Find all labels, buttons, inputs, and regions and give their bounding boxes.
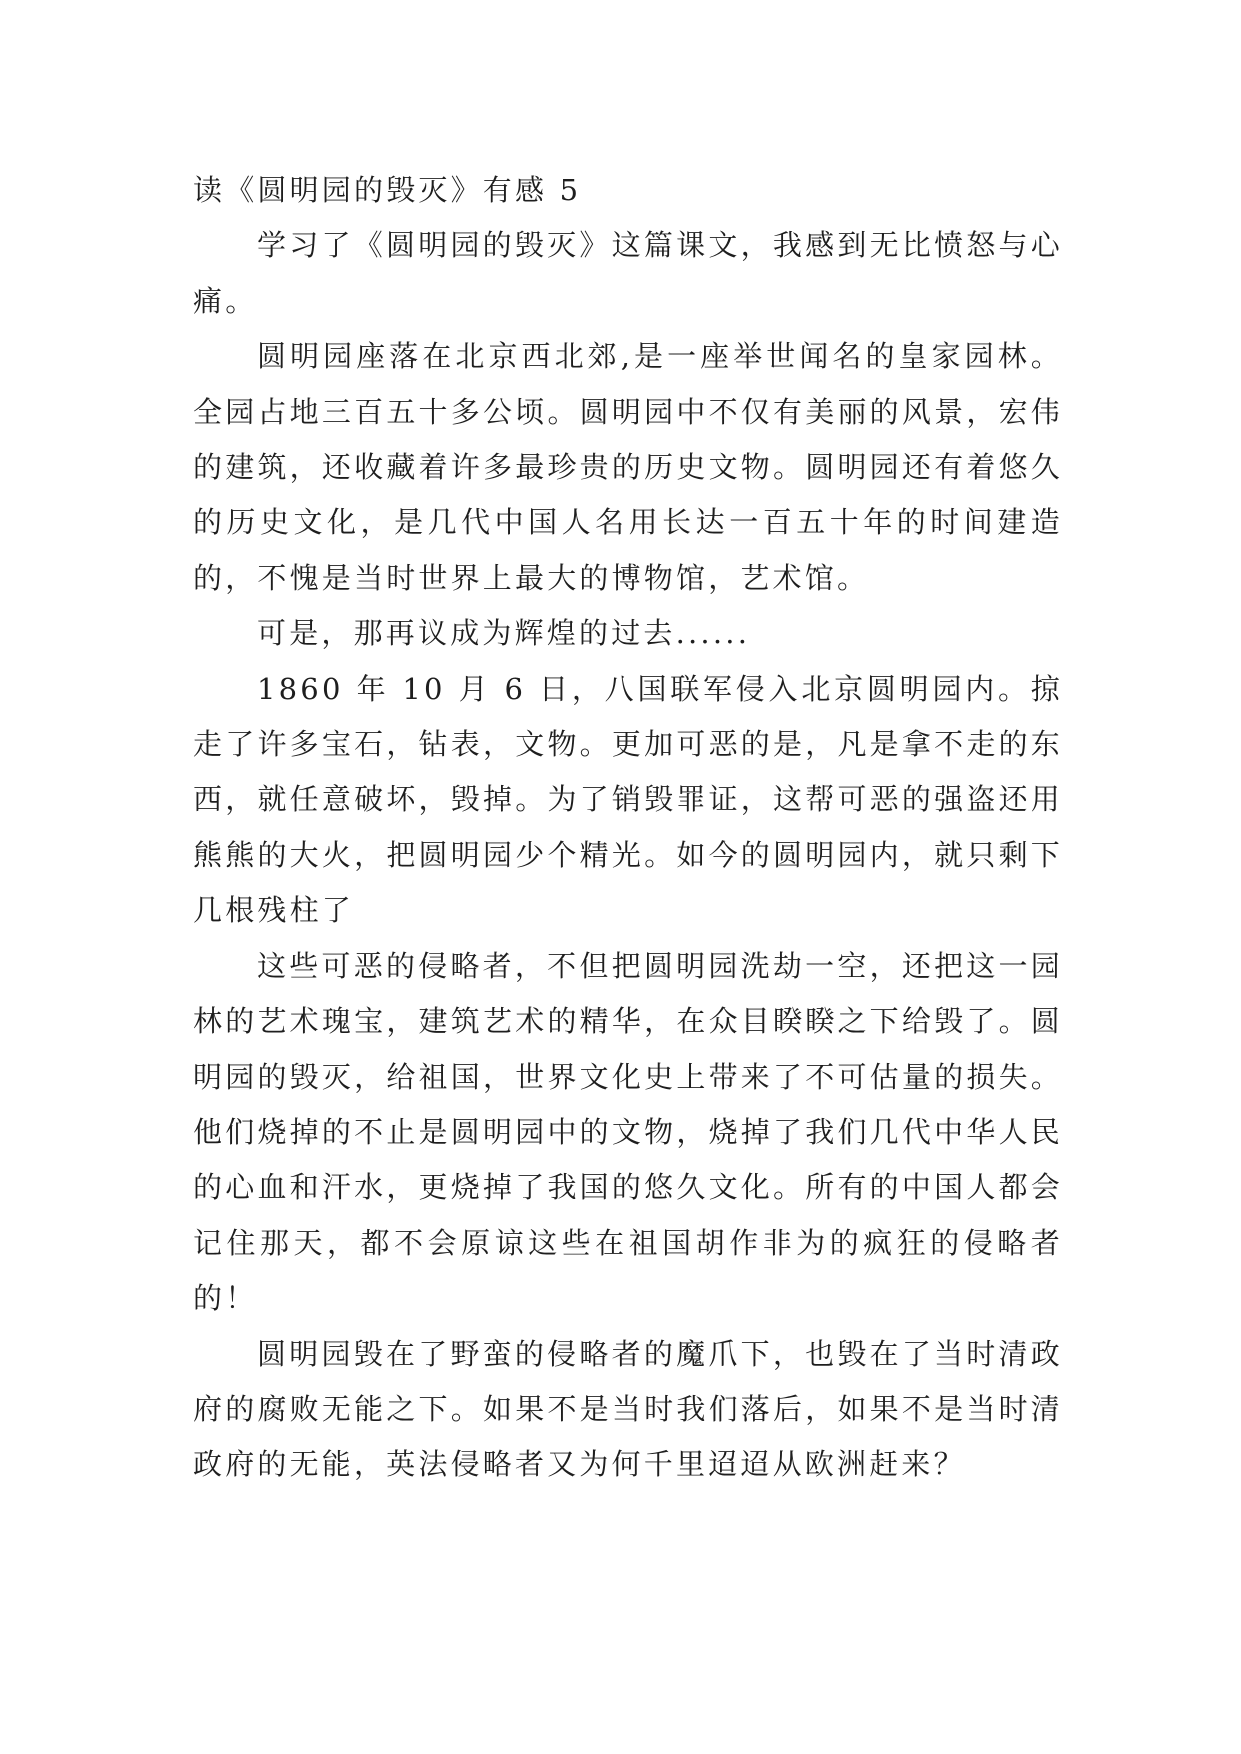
paragraph-intro: 学习了《圆明园的毁灭》这篇课文，我感到无比愤怒与心痛。	[193, 228, 1063, 318]
document-title: 读《圆明园的毁灭》有感 5	[193, 173, 582, 207]
document-body	[193, 163, 1063, 1493]
paragraph-conclusion: 圆明园毁在了野蛮的侵略者的魔爪下，也毁在了当时清政府的腐败无能之下。如果不是当时我们落后，如果不是当时清政府的无能，英法侵略者又为何千里迢迢从欧洲赶来？	[193, 1336, 1063, 1482]
paragraph-description: 圆明园座落在北京西北郊,是一座举世闻名的皇家园林。全园占地三百五十多公顷。圆明园中不仅有美丽的风景，宏伟的建筑，还收藏着许多最珍贵的历史文物。圆明园还有着悠久的历史文化，是几代中国人名用长达一百五十年的时间建造的，不愧是当时世界上最大的博物馆，艺术馆。	[193, 339, 1063, 595]
paragraph-history: 1860 年 10 月 6 日，八国联军侵入北京圆明园内。掠走了许多宝石，钻表，文物。更加可恶的是，凡是拿不走的东西，就任意破坏，毁掉。为了销毁罪证，这帮可恶的强盗还用熊熊的大火，把圆明园少个精光。如今的圆明园内，就只剩下几根残柱了	[193, 671, 1063, 928]
paragraph-transition: 可是，那再议成为辉煌的过去......	[257, 616, 751, 651]
paragraph-reflection: 这些可恶的侵略者，不但把圆明园洗劫一空，还把这一园林的艺术瑰宝，建筑艺术的精华，在众目睽睽之下给毁了。圆明园的毁灭，给祖国，世界文化史上带来了不可估量的损失。他们烧掉的不止是圆明园中的文物，烧掉了我们几代中华人民的心血和汗水，更烧掉了我国的悠久文化。所有的中国人都会记住那天，都不会原谅这些在祖国胡作非为的疯狂的侵略者的！	[193, 948, 1063, 1316]
